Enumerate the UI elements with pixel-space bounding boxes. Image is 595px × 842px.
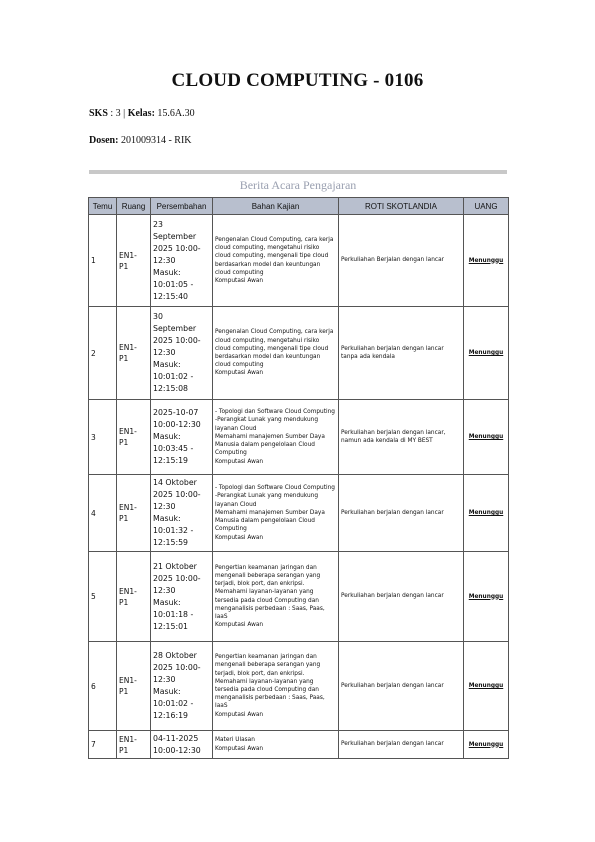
topic-cell: Materi Ulasan Komputasi Awan: [213, 731, 339, 759]
topic-cell: - Topologi dan Software Cloud Computing -Perangkat Lunak yang mendukung layanan Cloud Memahami manajemen Sumber Daya Manusia dalam pengelolaan Cloud Computing Komputasi Awan: [213, 475, 339, 552]
kelas-label: Kelas:: [127, 108, 155, 119]
row-number: 1: [89, 215, 117, 307]
header-uang: UANG: [464, 198, 509, 215]
header-bahan-kajian: Bahan Kajian: [213, 198, 339, 215]
header-ruang: Ruang: [117, 198, 151, 215]
note-cell: Perkuliahan berjalan dengan lancar: [339, 731, 464, 759]
kelas-value: 15.6A.30: [157, 108, 195, 119]
row-number: 5: [89, 552, 117, 642]
schedule-cell: 14 Oktober 2025 10:00- 12:30 Masuk: 10:01:32 - 12:15:59: [151, 475, 213, 552]
course-meta: [89, 108, 195, 119]
status-link[interactable]: Menunggu: [464, 400, 509, 475]
note-cell: Perkuliahan berjalan dengan lancar: [339, 552, 464, 642]
dosen-label: Dosen:: [89, 135, 119, 146]
note-cell: Perkuliahan berjalan dengan lancar tanpa ada kendala: [339, 307, 464, 400]
header-roti-skotlandia: ROTI SKOTLANDIA: [339, 198, 464, 215]
row-number: 4: [89, 475, 117, 552]
status-link[interactable]: Menunggu: [464, 307, 509, 400]
row-number: 7: [89, 731, 117, 759]
status-link[interactable]: Menunggu: [464, 642, 509, 731]
room-cell: EN1- P1: [117, 552, 151, 642]
topic-cell: - Topologi dan Software Cloud Computing -Perangkat Lunak yang mendukung layanan Cloud Memahami manajemen Sumber Daya Manusia dalam pengelolaan Cloud Computing Komputasi Awan: [213, 400, 339, 475]
room-cell: EN1- P1: [117, 307, 151, 400]
topic-cell: Pengertian keamanan jaringan dan mengenali beberapa serangan yang terjadi, blok port, dan enkripsi. Memahami layanan-layanan yang tersedia pada cloud Computing dan menganalisis perbedaan : Saas, Paas, IaaS Komputasi Awan: [213, 642, 339, 731]
status-link[interactable]: Menunggu: [464, 215, 509, 307]
schedule-cell: 21 Oktober 2025 10:00- 12:30 Masuk: 10:01:18 - 12:15:01: [151, 552, 213, 642]
table-row: [89, 552, 509, 642]
topic-cell: Pengertian keamanan jaringan dan mengenali beberapa serangan yang terjadi, blok port, dan enkripsi. Memahami layanan-layanan yang tersedia pada cloud Computing dan menganalisis perbedaan : Saas, Paas, IaaS Komputasi Awan: [213, 552, 339, 642]
schedule-cell: 23 September 2025 10:00- 12:30 Masuk: 10:01:05 - 12:15:40: [151, 215, 213, 307]
schedule-cell: 04-11-2025 10:00-12:30: [151, 731, 213, 759]
header-persembahan: Persembahan: [151, 198, 213, 215]
row-number: 2: [89, 307, 117, 400]
lecturer-meta: [89, 135, 192, 146]
room-cell: EN1- P1: [117, 215, 151, 307]
note-cell: Perkuliahan berjalan dengan lancar: [339, 475, 464, 552]
schedule-cell: 28 Oktober 2025 10:00- 12:30 Masuk: 10:01:02 - 12:16:19: [151, 642, 213, 731]
section-title: Berita Acara Pengajaran: [239, 178, 357, 192]
table-row: [89, 731, 509, 759]
status-link[interactable]: Menunggu: [464, 731, 509, 759]
note-cell: Perkuliahan berjalan dengan lancar, namun ada kendala di MY BEST: [339, 400, 464, 475]
sks-value: : 3 |: [110, 108, 126, 119]
room-cell: EN1- P1: [117, 642, 151, 731]
sks-label: SKS: [89, 108, 108, 119]
topic-cell: Pengenalan Cloud Computing, cara kerja cloud computing, mengetahui risiko cloud computing, mengenali tipe cloud berdasarkan model dan keuntungan cloud computing Komputasi Awan: [213, 307, 339, 400]
table-row: [89, 642, 509, 731]
table-row: [89, 475, 509, 552]
table-row: [89, 215, 509, 307]
row-number: 3: [89, 400, 117, 475]
schedule-cell: 30 September 2025 10:00- 12:30 Masuk: 10:01:02 - 12:15:08: [151, 307, 213, 400]
note-cell: Perkuliahan berjalan dengan lancar: [339, 642, 464, 731]
room-cell: EN1- P1: [117, 475, 151, 552]
header-temu: Temu: [89, 198, 117, 215]
page-title: CLOUD COMPUTING - 0106: [171, 70, 424, 91]
table-header-row: [89, 198, 509, 215]
note-cell: Perkuliahan Berjalan dengan lancar: [339, 215, 464, 307]
section-divider: [89, 170, 507, 174]
status-link[interactable]: Menunggu: [464, 475, 509, 552]
status-link[interactable]: Menunggu: [464, 552, 509, 642]
schedule-cell: 2025-10-07 10:00-12:30 Masuk: 10:03:45 - 12:15:19: [151, 400, 213, 475]
dosen-value: 201009314 - RIK: [120, 135, 192, 146]
table-row: [89, 307, 509, 400]
row-number: 6: [89, 642, 117, 731]
teaching-record-table: [88, 197, 509, 759]
topic-cell: Pengenalan Cloud Computing, cara kerja cloud computing, mengetahui risiko cloud computing, mengenali tipe cloud berdasarkan model dan keuntungan cloud computing Komputasi Awan: [213, 215, 339, 307]
room-cell: EN1- P1: [117, 400, 151, 475]
room-cell: EN1- P1: [117, 731, 151, 759]
table-row: [89, 400, 509, 475]
